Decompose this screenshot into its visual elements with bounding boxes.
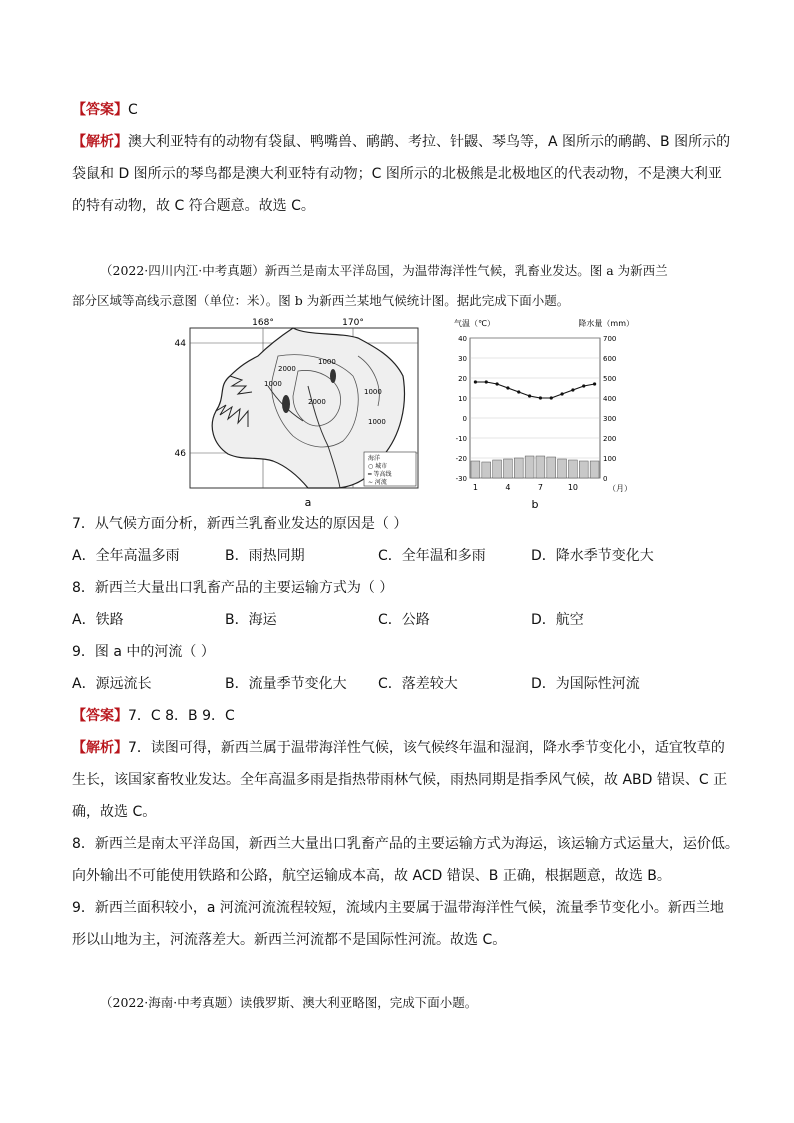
temp-tick-label: -30 [455, 475, 467, 483]
contour-label: 1000 [264, 380, 282, 388]
analysis-line-1 [72, 131, 730, 153]
q8-option-a[interactable]: A．铁路 [72, 612, 124, 628]
analysis-tag: 【解析】 [72, 740, 128, 756]
precip-bar [590, 461, 599, 478]
answer-line-1 [72, 99, 138, 121]
temp-point [550, 396, 553, 399]
q7-option-d[interactable]: D．降水季节变化大 [531, 548, 654, 564]
analysis-line-2: 袋鼠和 D 图所示的琴鸟都是澳大利亚特有动物；C 图所示的北极熊是北极地区的代表动物，不是澳大利亚 [72, 166, 722, 182]
temp-point [539, 396, 542, 399]
precip-tick-label: 700 [603, 335, 617, 343]
analysis-2-line-6: 9．新西兰面积较小，a 河流河流流程较短，流域内主要属于温带海洋性气候，流量季节变化小。新西兰地 [72, 900, 724, 916]
precip-tick-label: 500 [603, 375, 617, 383]
contour-label: 1000 [364, 388, 382, 396]
x-tick-label: 1 [472, 483, 478, 492]
precip-tick-label: 600 [603, 355, 617, 363]
temp-point [495, 382, 498, 385]
answer-value: 7．C 8．B 9．C [128, 708, 235, 724]
lat-label-46: 46 [174, 449, 186, 459]
contour-label: 1000 [318, 358, 336, 366]
question-8-stem: 8．新西兰大量出口乳畜产品的主要运输方式为（ ） [72, 580, 394, 596]
answer-tag: 【答案】 [72, 708, 128, 724]
lake-2 [330, 369, 336, 383]
precip-tick-label: 100 [603, 455, 617, 463]
question-intro-line-1: （2022·四川内江·中考真题）新西兰是南太平洋岛国，为温带海洋性气候，乳畜业发达。图 a 为新西兰 [100, 263, 668, 278]
question-7-stem: 7．从气候方面分析，新西兰乳畜业发达的原因是（ ） [72, 516, 408, 532]
precip-bar [558, 459, 567, 478]
temp-point [517, 390, 520, 393]
temp-point [593, 382, 596, 385]
legend-item: 海洋 [368, 455, 381, 462]
q7-option-a[interactable]: A．全年高温多雨 [72, 548, 180, 564]
answer-value: C [128, 102, 138, 118]
precip-bar [525, 456, 534, 478]
temp-tick-label: -10 [455, 435, 467, 443]
temp-tick-label: 30 [458, 355, 467, 363]
analysis-2-line-5: 向外输出不可能使用铁路和公路，航空运输成本高，故 ACD 错误、B 正确，根据题意，故选 B。 [72, 868, 671, 884]
x-tick-label: 4 [505, 483, 511, 492]
lon-label-168: 168° [252, 318, 274, 328]
analysis-line-3: 的特有动物，故 C 符合题意。故选 C。 [72, 198, 315, 214]
temp-tick-label: 40 [458, 335, 467, 343]
precip-bar [547, 457, 556, 478]
temp-tick-label: 0 [462, 415, 467, 423]
q8-option-b[interactable]: B．海运 [225, 612, 277, 628]
question-intro-line-2: 部分区域等高线示意图（单位：米）。图 b 为新西兰某地气候统计图。据此完成下面小题。 [72, 293, 570, 308]
precip-tick-label: 400 [603, 395, 617, 403]
contour-label: 1000 [368, 418, 386, 426]
temp-point [506, 386, 509, 389]
answer-line-2 [72, 705, 235, 727]
analysis-2-line-1 [72, 737, 725, 759]
right-axis-label: 降水量（mm） [578, 319, 634, 328]
precip-bar [482, 462, 491, 478]
contour-map-figure-a [168, 316, 428, 516]
analysis-2-line-2: 生长，该国家畜牧业发达。全年高温多雨是指热带雨林气候，雨热同期是指季风气候，故 ABD 错误、C 正 [72, 772, 728, 788]
analysis-2-line-4: 8．新西兰是南太平洋岛国，新西兰大量出口乳畜产品的主要运输方式为海运，该运输方式运量大，运价低。 [72, 836, 739, 852]
x-tick-label: 7 [537, 483, 543, 492]
temp-tick-label: 10 [458, 395, 467, 403]
figure-b-caption: b [531, 498, 539, 511]
q9-option-c[interactable]: C．落差较大 [378, 676, 458, 692]
precip-bar [504, 459, 513, 478]
analysis-2-line-7: 形以山地为主，河流落差大。新西兰河流都不是国际性河流。故选 C。 [72, 932, 507, 948]
question-intro-2: （2022·海南·中考真题）读俄罗斯、澳大利亚略图，完成下面小题。 [100, 995, 478, 1010]
analysis-text: 7．读图可得，新西兰属于温带海洋性气候，该气候终年温和湿润，降水季节变化小，适宜牧草的 [128, 740, 725, 756]
q9-option-d[interactable]: D．为国际性河流 [531, 676, 640, 692]
precip-bar [569, 460, 578, 478]
analysis-2-line-3: 确，故选 C。 [72, 804, 157, 820]
q9-option-a[interactable]: A．源远流长 [72, 676, 152, 692]
temperature-line [475, 382, 594, 398]
legend-item: ∼ 河流 [368, 479, 387, 486]
temp-point [571, 388, 574, 391]
precip-bar [514, 458, 523, 478]
precip-bar [471, 461, 480, 478]
temp-point [485, 380, 488, 383]
temp-point [582, 384, 585, 387]
precip-tick-label: 0 [603, 475, 608, 483]
temp-point [560, 392, 563, 395]
precip-bar [536, 456, 545, 478]
temp-point [474, 380, 477, 383]
figure-a-caption: a [304, 496, 312, 509]
q8-option-d[interactable]: D．航空 [531, 612, 584, 628]
precip-bar [493, 460, 502, 478]
analysis-tag: 【解析】 [72, 134, 128, 150]
temp-tick-label: -20 [455, 455, 467, 463]
temp-tick-label: 20 [458, 375, 467, 383]
legend-item: ○ 城市 [368, 463, 388, 470]
x-tick-label: 10 [567, 483, 579, 492]
lake-1 [282, 395, 290, 413]
climate-chart-figure-b [448, 316, 638, 516]
plot-frame [470, 338, 600, 478]
lat-label-44: 44 [174, 339, 186, 349]
legend-item: ━ 等高线 [368, 471, 392, 478]
q7-option-c[interactable]: C．全年温和多雨 [378, 548, 486, 564]
temp-point [528, 394, 531, 397]
precip-bar [579, 461, 588, 478]
contour-label: 2000 [308, 398, 326, 406]
lon-label-170: 170° [342, 318, 364, 328]
x-unit-label: （月） [608, 484, 632, 493]
q9-option-b[interactable]: B．流量季节变化大 [225, 676, 347, 692]
q8-option-c[interactable]: C．公路 [378, 612, 430, 628]
contour-label: 2000 [278, 365, 296, 373]
analysis-text: 澳大利亚特有的动物有袋鼠、鸭嘴兽、鸸鹋、考拉、针鼹、琴鸟等，A 图所示的鸸鹋、B 图所示的 [128, 134, 731, 150]
answer-tag: 【答案】 [72, 102, 128, 118]
question-9-stem: 9．图 a 中的河流（ ） [72, 644, 215, 660]
precip-tick-label: 200 [603, 435, 617, 443]
left-axis-label: 气温（℃） [454, 319, 495, 328]
precip-tick-label: 300 [603, 415, 617, 423]
q7-option-b[interactable]: B．雨热同期 [225, 548, 305, 564]
